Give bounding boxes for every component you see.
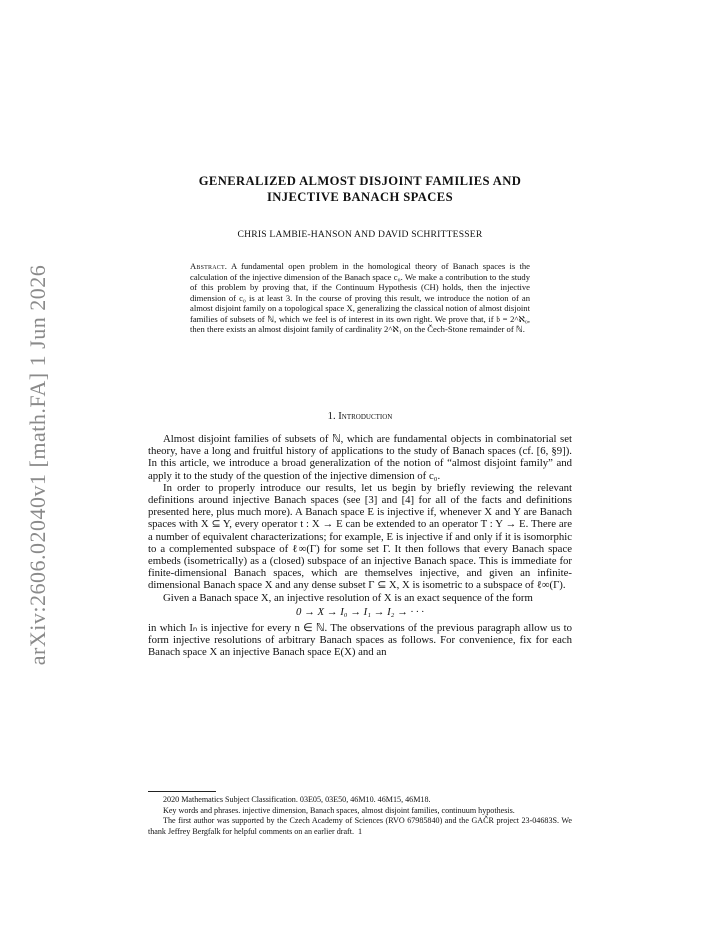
paragraph-3: Given a Banach space X, an injective resolution of X is an exact sequence of the form bbox=[163, 591, 533, 604]
paragraph-1: Almost disjoint families of subsets of ℕ, which are fundamental objects in combinatorial set theory, have a long and fruitful history of applications to the study of Banach spaces (cf. [6, §9]). In this article, we introduce a broad generalization of the notion of “almost disjoint family” and apply it to the study of the question of the injective dimension of c₀. bbox=[148, 433, 572, 482]
footnote-msc: 2020 Mathematics Subject Classification. 03E05, 03E50, 46M10. 46M15, 46M18. bbox=[163, 795, 431, 804]
body-text bbox=[148, 433, 572, 659]
author-list: CHRIS LAMBIE-HANSON AND DAVID SCHRITTESSER bbox=[237, 229, 483, 240]
section-title: 1. Introduction bbox=[327, 411, 393, 422]
abstract-text: A fundamental open problem in the homological theory of Banach spaces is the calculation of the injective dimension of the Banach space c₀. We make a contribution to the study of this problem by proving that, if the Continuum Hypothesis (CH) holds, then the injective dimension of c₀ is at least 3. In the course of proving this result, we introduce the notion of an almost disjoint family on a topological space X, generalizing the classical notion of almost disjoint families of subsets of ℕ, which we feel is of interest in its own right. We prove that, if 𝔟 = 2^ℵ₀, then there exists an almost disjoint family of cardinality 2^ℵ₁ on the Čech-Stone remainder of ℕ. bbox=[190, 261, 530, 334]
footnote-rule bbox=[148, 791, 216, 792]
abstract bbox=[190, 261, 530, 335]
paragraph-4: in which Iₙ is injective for every n ∈ ℕ. The observations of the previous paragraph allow us to form injective resolutions of arbitrary Banach spaces as follows. For convenience, fix for each Banach space X an injective Banach space E(X) and an bbox=[148, 622, 572, 659]
paper-title bbox=[148, 174, 572, 205]
title-line-2: INJECTIVE BANACH SPACES bbox=[266, 189, 453, 204]
page-number: 1 bbox=[357, 827, 363, 836]
title-line-1: GENERALIZED ALMOST DISJOINT FAMILIES AND bbox=[198, 174, 522, 188]
section-heading bbox=[148, 411, 572, 422]
abstract-label: Abstract. bbox=[190, 261, 228, 271]
footnote-keywords: Key words and phrases. injective dimension, Banach spaces, almost disjoint families, continuum hypothesis. bbox=[163, 805, 515, 815]
display-equation: 0 → X → I₀ → I₁ → I₂ → · · · bbox=[296, 605, 424, 618]
paragraph-2: In order to properly introduce our results, let us begin by briefly reviewing the relevant definitions around injective Banach spaces (see [3] and [4] for all of the facts and definitions presented here, plus much more). A Banach space E is injective if, whenever X and Y are Banach spaces with X ⊆ Y, every operator t : X → E can be extended to an operator T : Y → E. There are a number of equivalent characterizations; for example, E is injective if and only if it is isomorphic to a complemented subspace of ℓ∞(Γ) for some set Γ. It then follows that every Banach space embeds (isometrically) as a (closed) subspace of an injective Banach space. This is immediate for finite-dimensional Banach spaces, which are themselves injective, and given an infinite-dimensional Banach space X and any dense subset Γ ⊆ X, X is isometric to a subspace of ℓ∞(Γ). bbox=[148, 481, 572, 592]
arxiv-id-text: arXiv:2606.02040v1 [math.FA] 1 Jun 2026 bbox=[25, 264, 50, 666]
footnote-funding: The first author was supported by the Czech Academy of Sciences (RVO 67985840) and the GAČR project 23-04683S. We thank Jeffrey Bergfalk for helpful comments on an earlier draft. bbox=[148, 816, 572, 836]
arxiv-identifier bbox=[18, 255, 58, 675]
